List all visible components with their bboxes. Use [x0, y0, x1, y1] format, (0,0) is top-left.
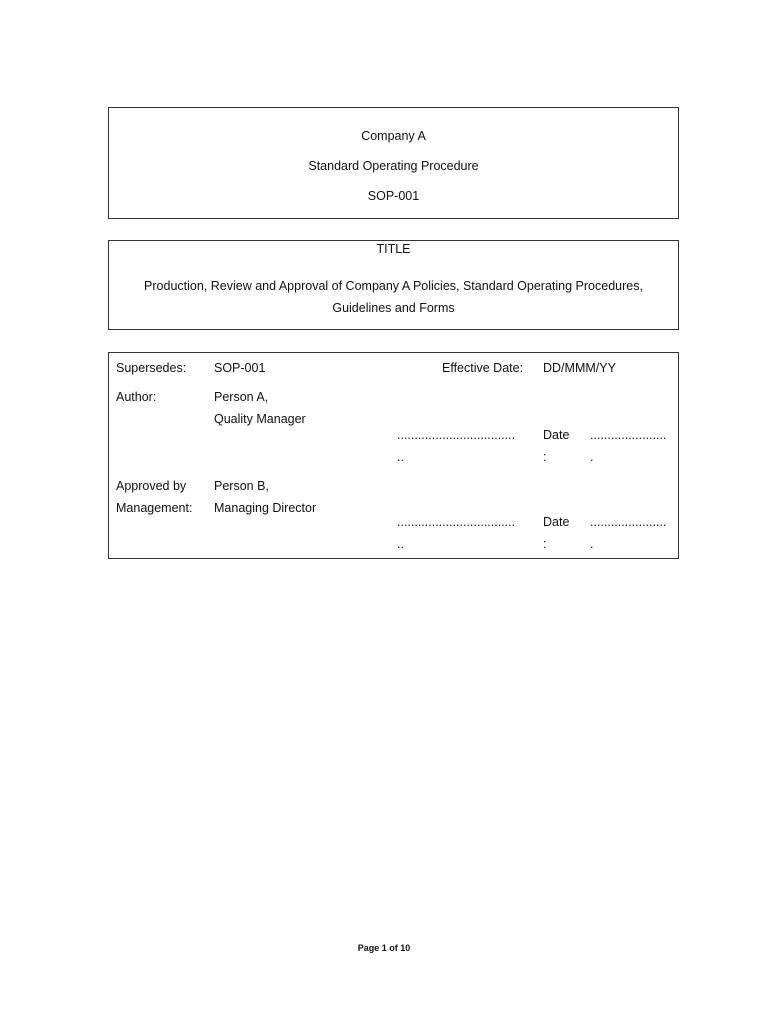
effective-date-label: Effective Date:: [442, 361, 524, 375]
header-box: [108, 107, 679, 219]
title-box: [108, 240, 679, 330]
supersedes-label: Supersedes:: [116, 361, 187, 375]
page-number: Page 1 of 10: [357, 943, 411, 953]
approver-date-label: Date: [543, 515, 570, 529]
document-id: SOP-001: [367, 189, 420, 203]
approver-role: Managing Director: [214, 501, 317, 515]
approver-date-colon: :: [543, 537, 547, 551]
author-date-line-cont: .: [590, 450, 594, 464]
info-box: [108, 352, 679, 559]
effective-date-value: DD/MMM/YY: [543, 361, 616, 375]
title-line-1: Production, Review and Approval of Company A Policies, Standard Operating Procedures,: [144, 279, 643, 293]
author-label: Author:: [116, 390, 157, 404]
supersedes-value: SOP-001: [214, 361, 266, 375]
approver-date-line: ......................: [590, 515, 667, 529]
approver-date-line-cont: .: [590, 537, 594, 551]
approver-signature-line-cont: ..: [397, 537, 404, 551]
approved-by-label: Approved by: [116, 479, 187, 493]
approver-name: Person B,: [214, 479, 269, 493]
author-role: Quality Manager: [214, 412, 306, 426]
author-date-line: ......................: [590, 428, 667, 442]
document-type: Standard Operating Procedure: [308, 159, 479, 173]
author-date-label: Date: [543, 428, 570, 442]
author-signature-line-cont: ..: [397, 450, 404, 464]
author-date-colon: :: [543, 450, 547, 464]
title-heading: TITLE: [376, 242, 411, 256]
author-signature-line: ..................................: [397, 428, 516, 442]
company-name: Company A: [361, 129, 426, 143]
title-line-2: Guidelines and Forms: [332, 301, 455, 315]
author-name: Person A,: [214, 390, 269, 404]
approver-signature-line: ..................................: [397, 515, 516, 529]
management-label: Management:: [116, 501, 193, 515]
